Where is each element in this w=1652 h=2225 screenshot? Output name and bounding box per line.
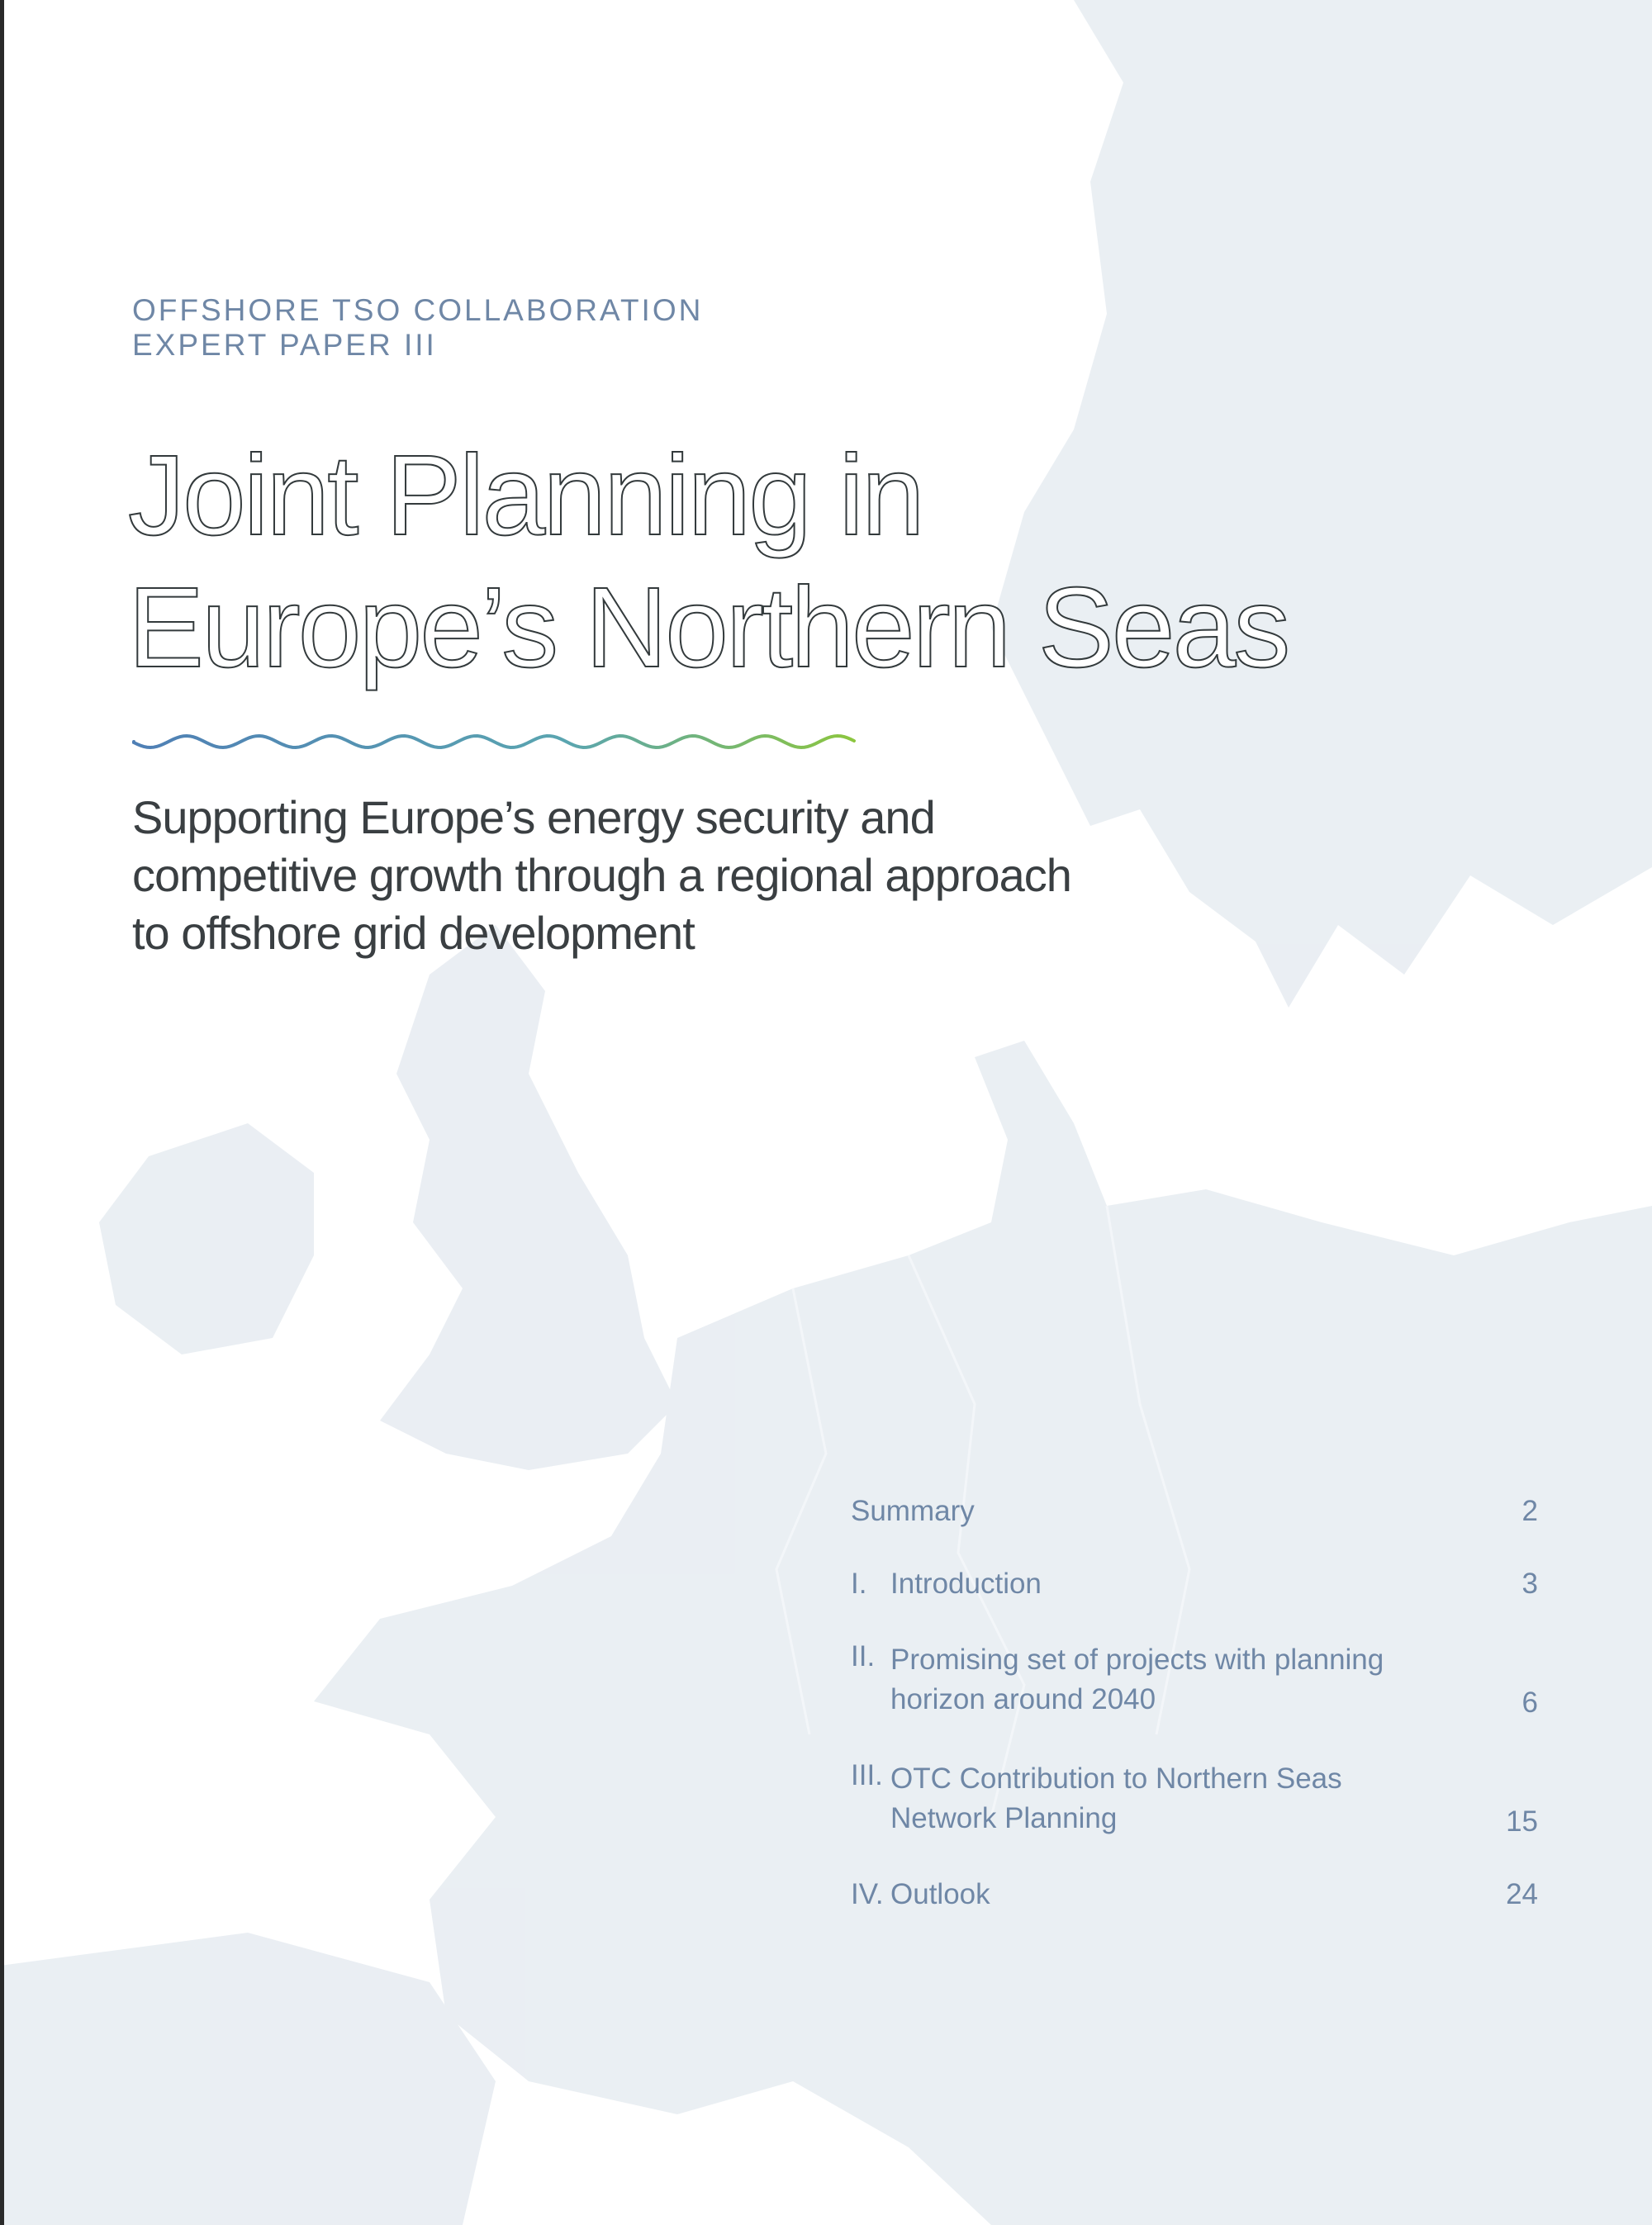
toc-item-title: Summary xyxy=(851,1495,975,1527)
toc-item-number: III. xyxy=(851,1759,883,1791)
toc-item-number: I. xyxy=(851,1568,867,1600)
toc-item-otc-contribution[interactable] xyxy=(851,1759,1538,1838)
toc-item-title: OTC Contribution to Northern Seas xyxy=(890,1762,1342,1795)
toc-item-number: IV. xyxy=(851,1878,884,1910)
toc-item-title: Outlook xyxy=(890,1878,990,1910)
toc-page-number: 15 xyxy=(1506,1805,1538,1838)
toc-item-title-cont: horizon around 2040 xyxy=(890,1683,1156,1715)
toc-item-title: Promising set of projects with planning xyxy=(890,1644,1384,1676)
subtitle-line-3: to offshore grid development xyxy=(132,907,695,959)
series-line-1: OFFSHORE TSO COLLABORATION xyxy=(132,293,704,327)
toc-item-summary[interactable] xyxy=(851,1495,1538,1528)
subtitle-line-2: competitive growth through a regional approach xyxy=(132,849,1071,901)
table-of-contents xyxy=(851,1495,1538,1911)
toc-item-title: Introduction xyxy=(890,1568,1042,1600)
wave-divider xyxy=(132,725,859,758)
page-left-edge xyxy=(0,0,4,2225)
toc-item-introduction[interactable] xyxy=(851,1568,1538,1601)
toc-item-promising-projects[interactable] xyxy=(851,1640,1538,1720)
report-title xyxy=(128,429,1288,694)
toc-item-outlook[interactable] xyxy=(851,1878,1538,1911)
title-line-1: Joint Planning in xyxy=(128,432,923,559)
toc-item-title-cont: Network Planning xyxy=(890,1802,1118,1834)
report-subtitle xyxy=(132,789,1289,962)
series-label xyxy=(132,293,703,363)
toc-item-number: II. xyxy=(851,1640,876,1672)
toc-page-number: 2 xyxy=(1521,1495,1538,1527)
toc-page-number: 6 xyxy=(1521,1687,1538,1719)
subtitle-line-1: Supporting Europe’s energy security and xyxy=(132,791,935,843)
series-line-2: EXPERT PAPER III xyxy=(132,328,437,362)
toc-page-number: 3 xyxy=(1521,1568,1538,1600)
title-line-2: Europe’s Northern Seas xyxy=(128,564,1289,691)
toc-page-number: 24 xyxy=(1506,1878,1538,1910)
